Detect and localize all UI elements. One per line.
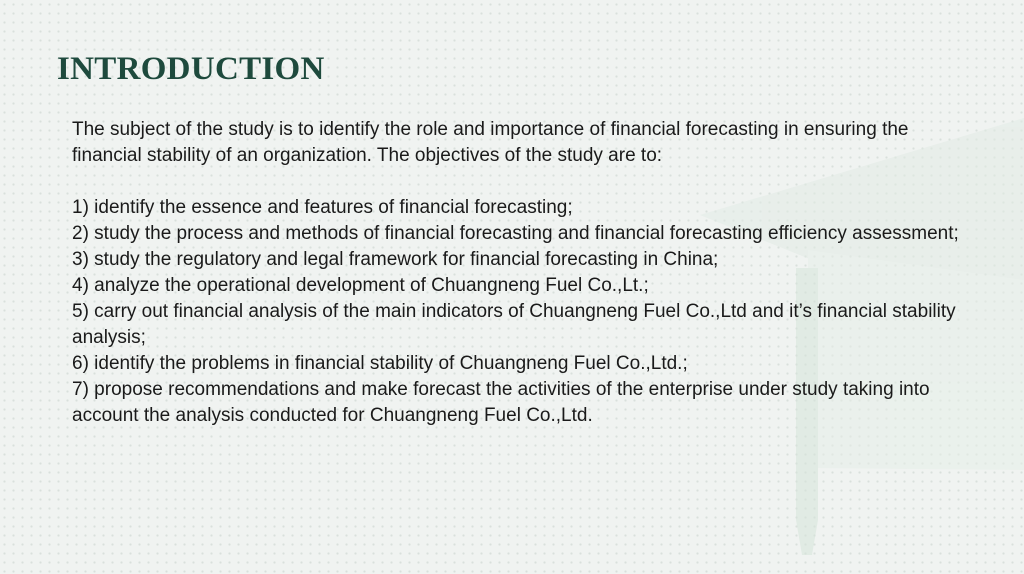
slide-body <box>72 117 962 429</box>
objective-item: 4) analyze the operational development of Chuangneng Fuel Co.,Lt.; <box>72 275 649 296</box>
paragraph-spacer <box>72 169 962 195</box>
objective-item: 6) identify the problems in financial stability of Chuangneng Fuel Co.,Ltd.; <box>72 353 688 374</box>
objective-item: 5) carry out financial analysis of the main indicators of Chuangneng Fuel Co.,Ltd and it’s financial stability analysis; <box>72 301 956 348</box>
objectives-list <box>72 195 962 429</box>
objective-item: 1) identify the essence and features of financial forecasting; <box>72 197 573 218</box>
intro-paragraph: The subject of the study is to identify the role and importance of financial forecasting in ensuring the financial stability of an organization. The objectives of the study are to: <box>72 119 909 166</box>
objective-item: 2) study the process and methods of financial forecasting and financial forecasting efficiency assessment; <box>72 223 959 244</box>
slide-title: INTRODUCTION <box>57 51 325 87</box>
objective-item: 3) study the regulatory and legal framework for financial forecasting in China; <box>72 249 719 270</box>
objective-item: 7) propose recommendations and make forecast the activities of the enterprise under study taking into account the analysis conducted for Chuangneng Fuel Co.,Ltd. <box>72 379 930 426</box>
